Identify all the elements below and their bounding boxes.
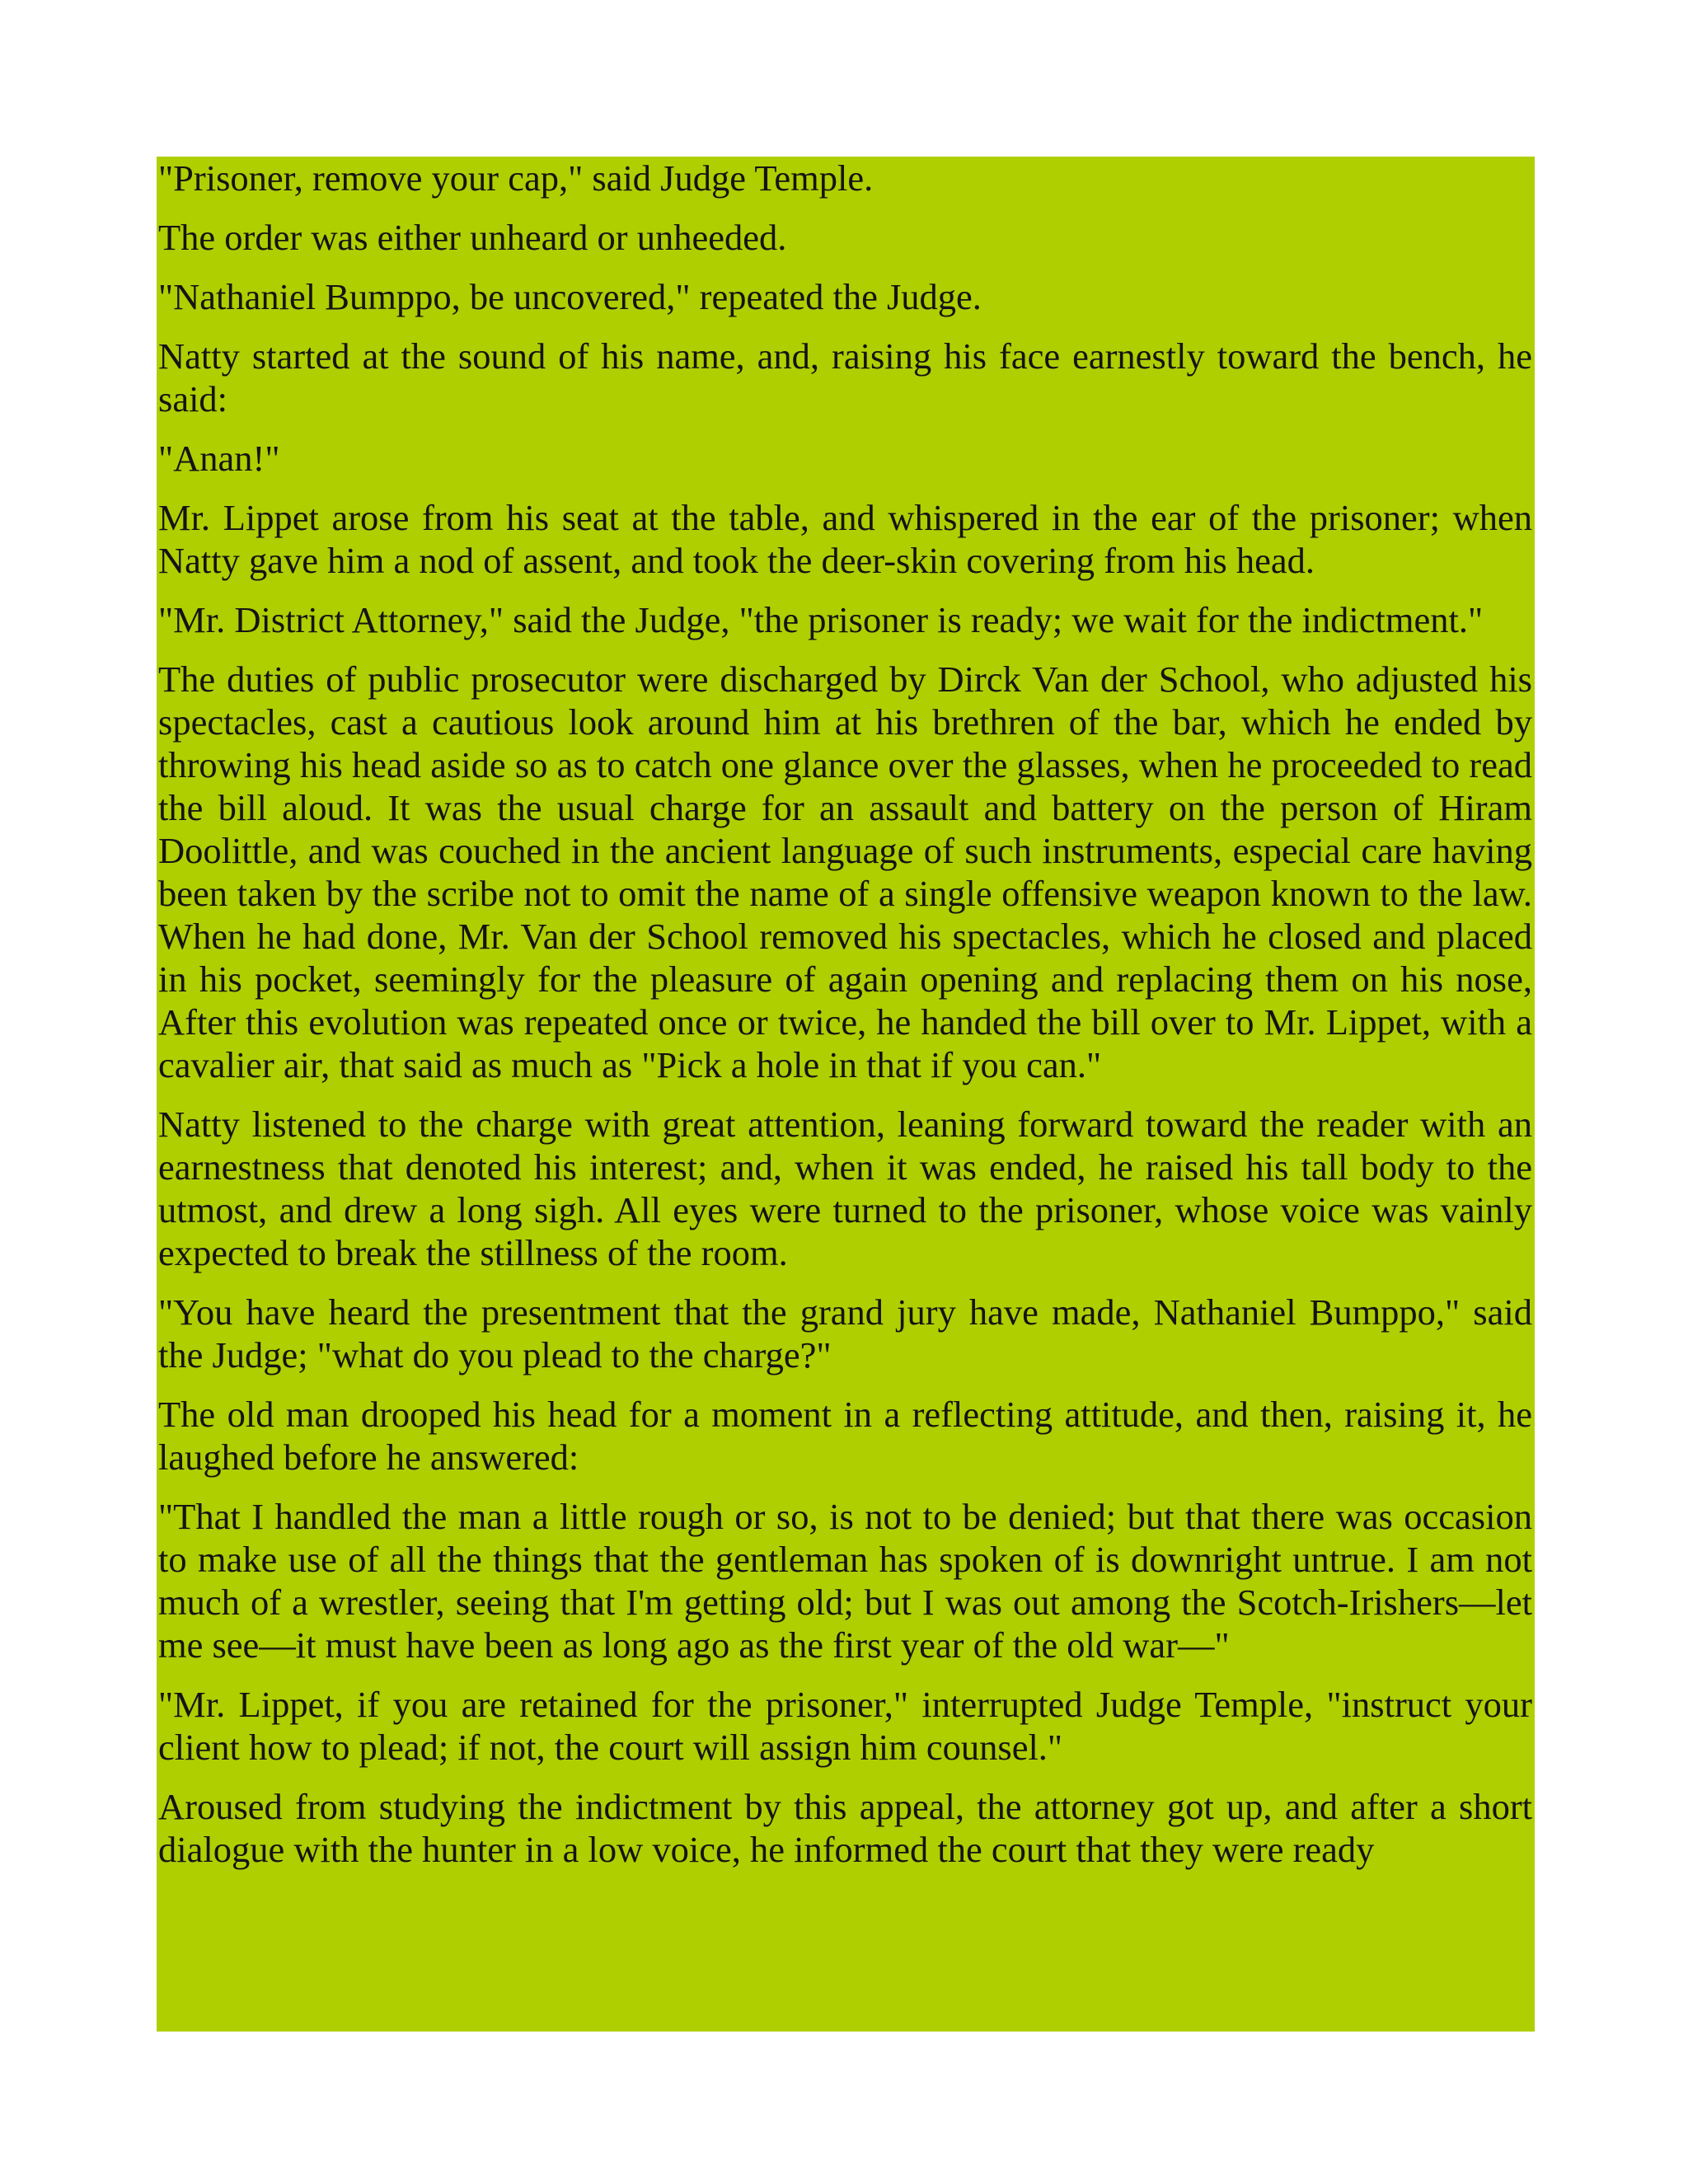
paragraph-9: Natty listened to the charge with great attention, leaning forward toward the reader with an earnestness that denoted his interest; and, when it was ended, he raised his tall body to the utmost, and drew a long sigh. All eyes were turned to the prisoner, whose voice was vainly expected to break the stillness of the room. — [158, 1104, 1532, 1273]
paragraph-2: The order was either unheard or unheeded. — [158, 217, 787, 258]
paragraph-3: "Nathaniel Bumppo, be uncovered," repeated the Judge. — [158, 276, 982, 317]
paragraph-4: Natty started at the sound of his name, and, raising his face earnestly toward the bench, he said: — [158, 335, 1532, 419]
paragraph-14: Aroused from studying the indictment by this appeal, the attorney got up, and after a short dialogue with the hunter in a low voice, he informed the court that they were ready — [158, 1786, 1532, 1870]
paragraph-8: The duties of public prosecutor were discharged by Dirck Van der School, who adjusted his spectacles, cast a cautious look around him at his brethren of the bar, which he ended by throwing his head aside so as to catch one glance over the glasses, when he proceeded to read the bill aloud. It was the usual charge for an assault and battery on the person of Hiram Doolittle, and was couched in the ancient language of such instruments, especial care having been taken by the scribe not to omit the name of a single offensive weapon known to the law. When he had done, Mr. Van der School removed his spectacles, which he closed and placed in his pocket, seemingly for the pleasure of again opening and replacing them on his nose, After this evolution was repeated once or twice, he handed the bill over to Mr. Lippet, with a cavalier air, that said as much as "Pick a hole in that if you can." — [158, 658, 1532, 1085]
paragraph-5: "Anan!" — [158, 438, 280, 479]
paragraph-13: "Mr. Lippet, if you are retained for the prisoner," interrupted Judge Temple, "instruct your client how to plead; if not, the court will assign him counsel." — [158, 1684, 1532, 1768]
paragraph-10: "You have heard the presentment that the grand jury have made, Nathaniel Bumppo," said the Judge; "what do you plead to the charge?" — [158, 1291, 1532, 1376]
paragraph-6: Mr. Lippet arose from his seat at the table, and whispered in the ear of the prisoner; when Natty gave him a nod of assent, and took the deer-skin covering from his head. — [158, 497, 1532, 581]
text-block — [157, 157, 1535, 2032]
paragraph-12: "That I handled the man a little rough or so, is not to be denied; but that there was occasion to make use of all the things that the gentleman has spoken of is downright untrue. I am not much of a wrestler, seeing that I'm getting old; but I was out among the Scotch-Irishers—let me see—it must have been as long ago as the first year of the old war—" — [158, 1496, 1532, 1666]
paragraph-11: The old man drooped his head for a moment in a reflecting attitude, and then, raising it, he laughed before he answered: — [158, 1394, 1532, 1478]
paragraph-7: "Mr. District Attorney," said the Judge, "the prisoner is ready; we wait for the indictment." — [158, 599, 1484, 640]
paragraph-1: "Prisoner, remove your cap," said Judge Temple. — [158, 157, 874, 199]
